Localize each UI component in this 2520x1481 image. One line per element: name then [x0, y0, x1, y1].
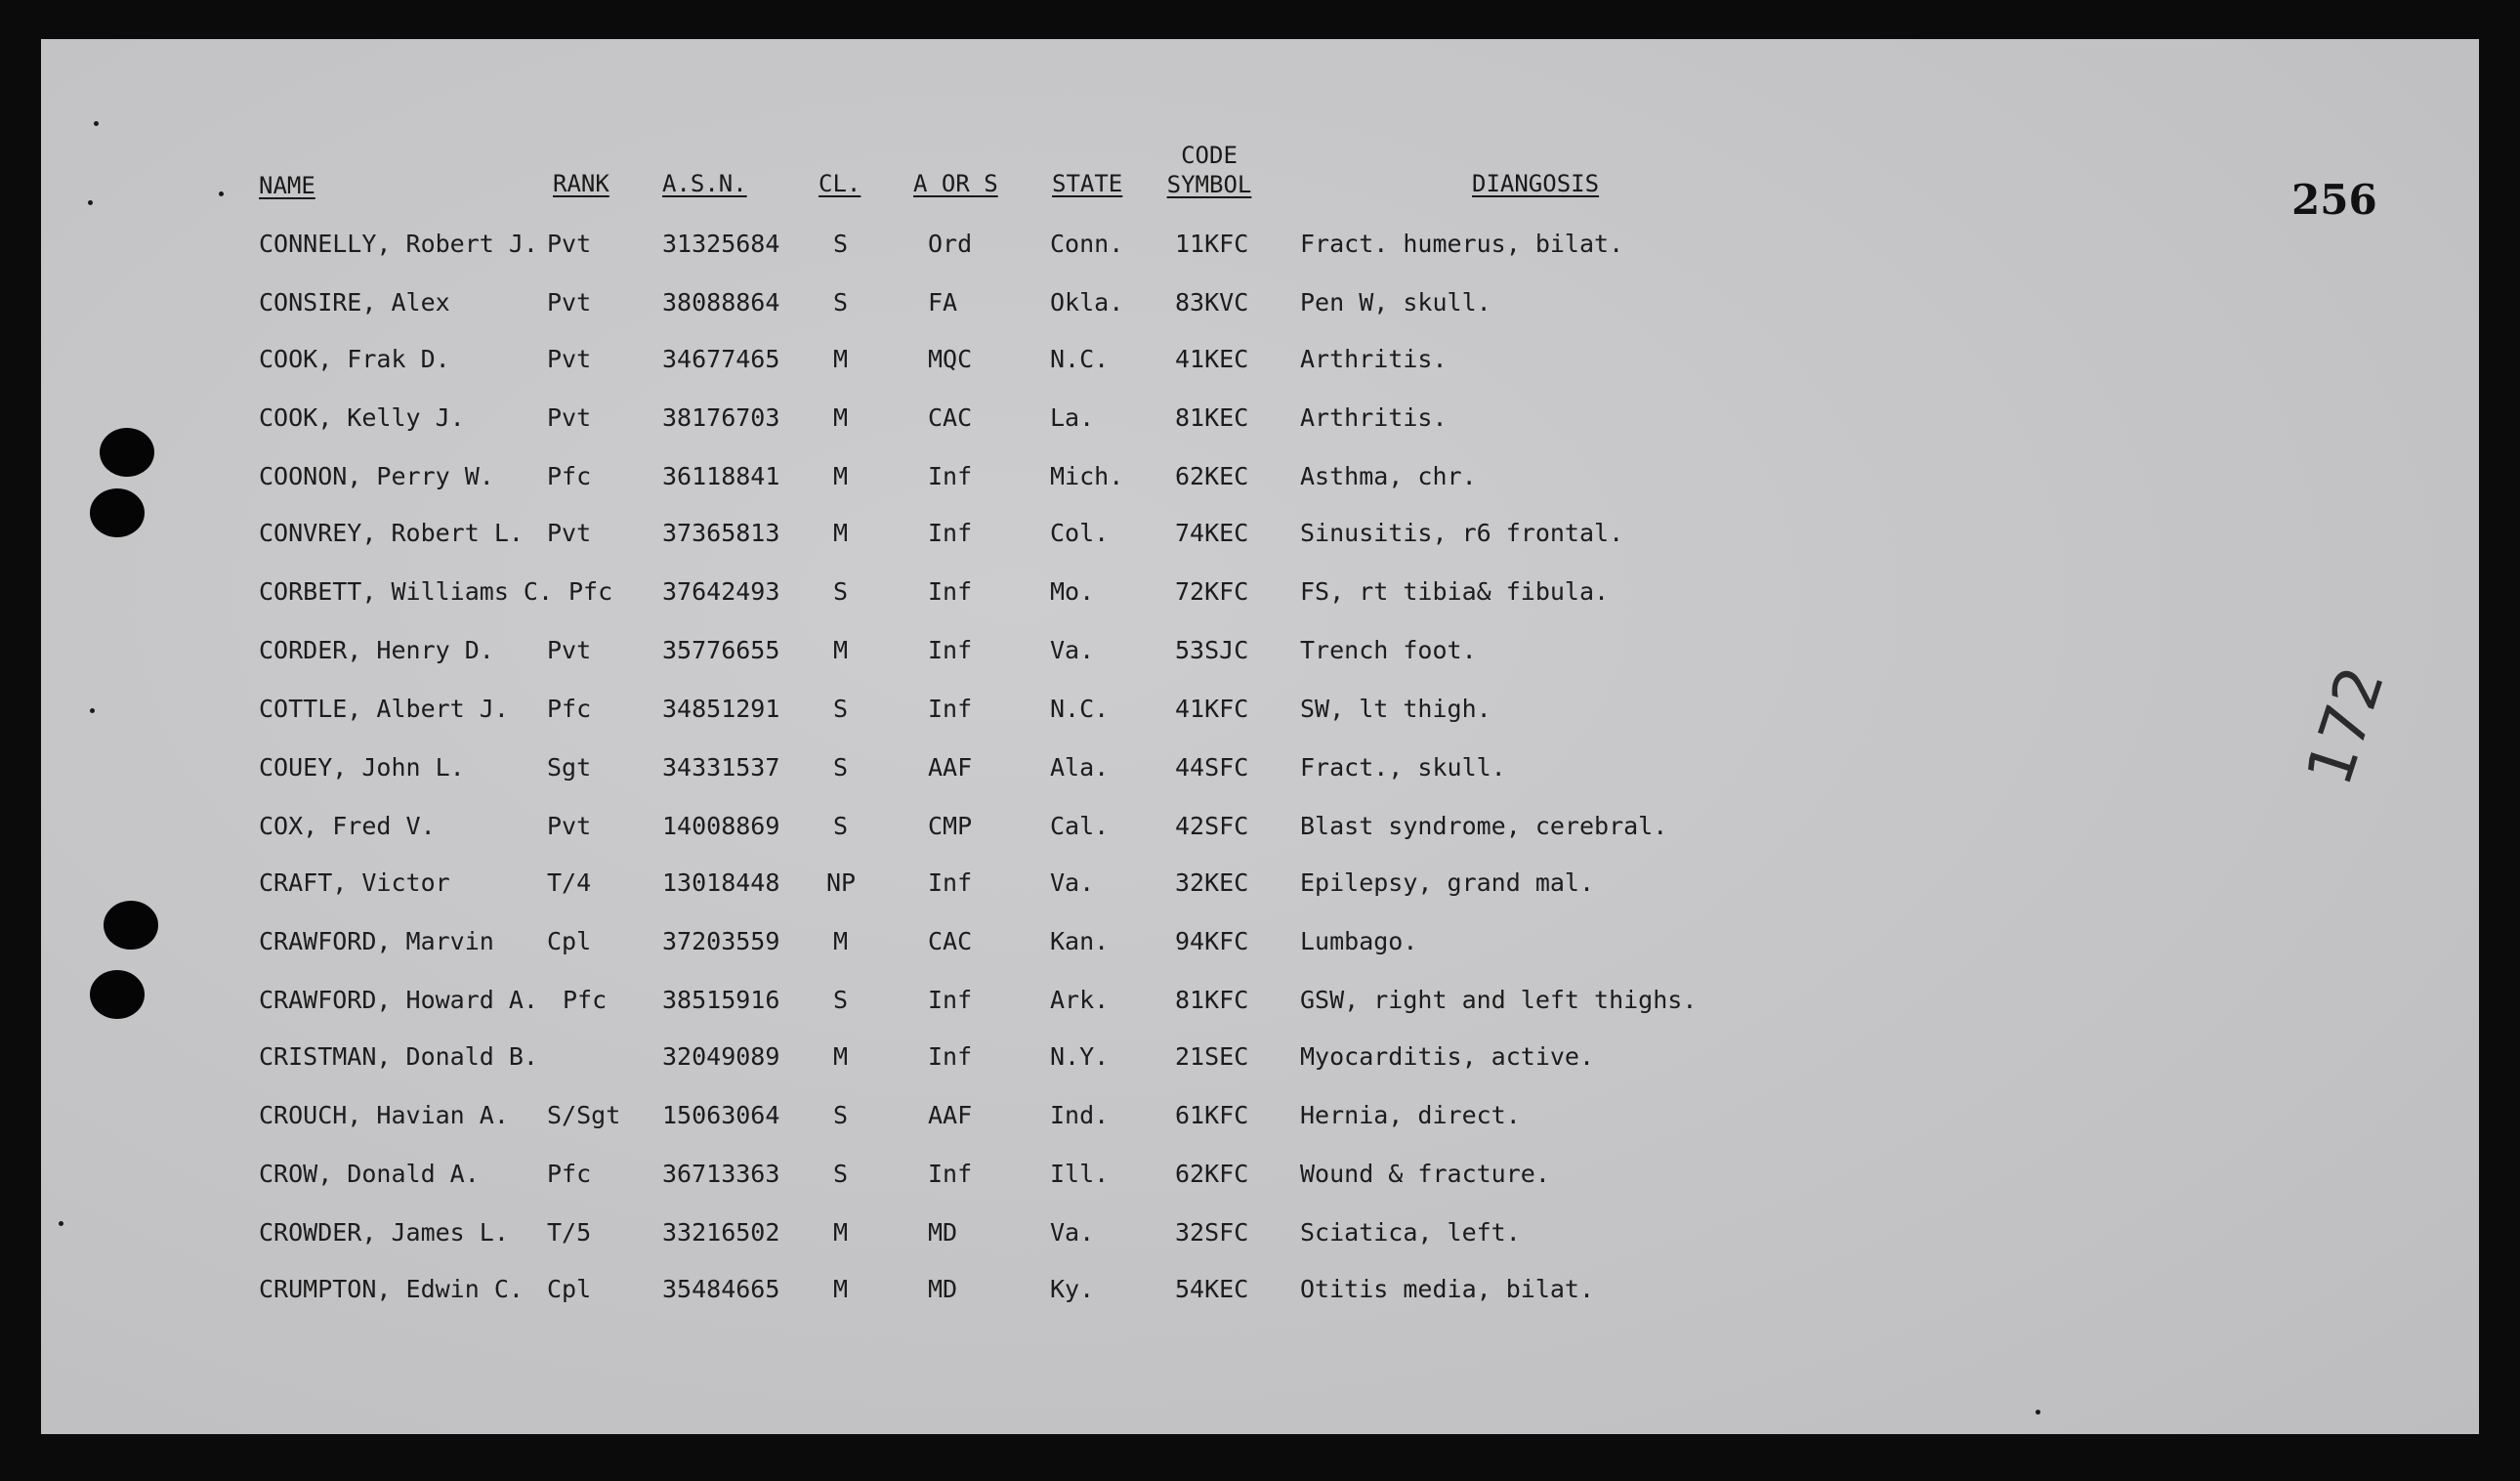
cell-rank: Pfc	[568, 577, 613, 606]
table-row	[0, 807, 1953, 846]
cell-code-symbol: 32KEC	[1175, 868, 1249, 897]
cell-cl: S	[833, 288, 849, 317]
cell-a-or-s: Inf	[928, 462, 973, 490]
cell-name: CONVREY, Robert L.	[259, 519, 524, 547]
cell-a-or-s: Inf	[928, 577, 973, 606]
cell-a-or-s: AAF	[928, 1101, 973, 1129]
cell-asn: 35776655	[662, 636, 780, 664]
cell-state: La.	[1050, 403, 1095, 432]
table-row	[0, 572, 1953, 612]
cell-cl: NP	[826, 868, 857, 897]
table-row	[0, 748, 1953, 787]
cell-rank: Pfc	[547, 695, 592, 723]
header-asn: A.S.N.	[662, 170, 747, 197]
cell-name: CRAWFORD, Howard A.	[259, 986, 538, 1014]
cell-asn: 14008869	[662, 812, 780, 840]
cell-diagnosis: SW, lt thigh.	[1300, 695, 1491, 723]
cell-diagnosis: FS, rt tibia& fibula.	[1300, 577, 1610, 606]
table-row	[0, 690, 1953, 729]
cell-state: N.C.	[1050, 695, 1110, 723]
cell-name: COOK, Kelly J.	[259, 403, 465, 432]
speck	[94, 121, 99, 126]
header-cl: CL.	[819, 170, 861, 197]
cell-cl: M	[833, 462, 849, 490]
cell-name: CRUMPTON, Edwin C.	[259, 1275, 524, 1303]
cell-code-symbol: 11KFC	[1175, 230, 1249, 258]
cell-name: COTTLE, Albert J.	[259, 695, 509, 723]
table-row	[0, 283, 1953, 322]
cell-rank: T/5	[547, 1218, 592, 1247]
cell-a-or-s: CAC	[928, 927, 973, 955]
table-row	[0, 399, 1953, 438]
cell-cl: M	[833, 345, 849, 373]
table-row	[0, 631, 1953, 670]
table-row	[0, 457, 1953, 496]
cell-name: CRAFT, Victor	[259, 868, 450, 897]
cell-state: Ky.	[1050, 1275, 1095, 1303]
cell-a-or-s: Inf	[928, 868, 973, 897]
table-row	[0, 1096, 1953, 1135]
cell-name: CORDER, Henry D.	[259, 636, 494, 664]
cell-cl: S	[833, 230, 849, 258]
cell-state: Va.	[1050, 868, 1095, 897]
table-row	[0, 1213, 1953, 1252]
cell-rank: Pvt	[547, 519, 592, 547]
cell-name: COONON, Perry W.	[259, 462, 494, 490]
cell-diagnosis: Myocarditis, active.	[1300, 1042, 1595, 1071]
cell-cl: M	[833, 403, 849, 432]
cell-rank: Cpl	[547, 927, 592, 955]
cell-cl: M	[833, 1218, 849, 1247]
cell-diagnosis: Pen W, skull.	[1300, 288, 1491, 317]
cell-state: N.Y.	[1050, 1042, 1110, 1071]
cell-rank: Pvt	[547, 230, 592, 258]
cell-a-or-s: Inf	[928, 1042, 973, 1071]
cell-cl: S	[833, 812, 849, 840]
cell-asn: 38176703	[662, 403, 780, 432]
header-state: STATE	[1052, 170, 1123, 197]
cell-state: Ark.	[1050, 986, 1110, 1014]
cell-a-or-s: AAF	[928, 753, 973, 782]
cell-code-symbol: 53SJC	[1175, 636, 1249, 664]
cell-cl: M	[833, 1042, 849, 1071]
cell-state: Cal.	[1050, 812, 1110, 840]
cell-state: Ill.	[1050, 1160, 1110, 1188]
cell-rank: Pvt	[547, 636, 592, 664]
cell-name: CRISTMAN, Donald B.	[259, 1042, 538, 1071]
cell-code-symbol: 32SFC	[1175, 1218, 1249, 1247]
cell-name: CROWDER, James L.	[259, 1218, 509, 1247]
cell-state: Ala.	[1050, 753, 1110, 782]
header-name: NAME	[259, 172, 315, 199]
cell-state: N.C.	[1050, 345, 1110, 373]
cell-cl: S	[833, 1160, 849, 1188]
table-row	[0, 1155, 1953, 1194]
cell-rank: Pvt	[547, 403, 592, 432]
cell-rank: T/4	[547, 868, 592, 897]
cell-diagnosis: Fract., skull.	[1300, 753, 1506, 782]
cell-code-symbol: 41KEC	[1175, 345, 1249, 373]
cell-a-or-s: Inf	[928, 695, 973, 723]
cell-cl: M	[833, 636, 849, 664]
cell-name: CRAWFORD, Marvin	[259, 927, 494, 955]
cell-diagnosis: Lumbago.	[1300, 927, 1418, 955]
cell-code-symbol: 61KFC	[1175, 1101, 1249, 1129]
cell-diagnosis: Sciatica, left.	[1300, 1218, 1521, 1247]
cell-state: Mich.	[1050, 462, 1124, 490]
cell-code-symbol: 94KFC	[1175, 927, 1249, 955]
cell-diagnosis: Otitis media, bilat.	[1300, 1275, 1595, 1303]
table-row	[0, 514, 1953, 553]
header-rank: RANK	[553, 170, 609, 197]
cell-name: CROW, Donald A.	[259, 1160, 480, 1188]
cell-cl: M	[833, 1275, 849, 1303]
cell-name: CROUCH, Havian A.	[259, 1101, 509, 1129]
cell-code-symbol: 21SEC	[1175, 1042, 1249, 1071]
cell-code-symbol: 42SFC	[1175, 812, 1249, 840]
cell-asn: 33216502	[662, 1218, 780, 1247]
cell-state: Col.	[1050, 519, 1110, 547]
cell-asn: 13018448	[662, 868, 780, 897]
cell-diagnosis: Asthma, chr.	[1300, 462, 1477, 490]
cell-asn: 38515916	[662, 986, 780, 1014]
cell-code-symbol: 83KVC	[1175, 288, 1249, 317]
cell-code-symbol: 74KEC	[1175, 519, 1249, 547]
cell-diagnosis: Fract. humerus, bilat.	[1300, 230, 1624, 258]
cell-a-or-s: Inf	[928, 636, 973, 664]
cell-cl: M	[833, 927, 849, 955]
cell-state: Kan.	[1050, 927, 1110, 955]
cell-diagnosis: Sinusitis, r6 frontal.	[1300, 519, 1624, 547]
cell-asn: 34677465	[662, 345, 780, 373]
cell-diagnosis: Arthritis.	[1300, 403, 1448, 432]
header-code-line2: SYMBOL	[1166, 171, 1252, 198]
cell-state: Okla.	[1050, 288, 1124, 317]
cell-asn: 37203559	[662, 927, 780, 955]
cell-asn: 38088864	[662, 288, 780, 317]
cell-rank: Pfc	[547, 1160, 592, 1188]
header-a-or-s: A OR S	[913, 170, 998, 197]
speck	[219, 191, 224, 196]
cell-rank: Pvt	[547, 812, 592, 840]
cell-asn: 34331537	[662, 753, 780, 782]
table-row	[0, 922, 1953, 961]
cell-asn: 36713363	[662, 1160, 780, 1188]
cell-a-or-s: Ord	[928, 230, 973, 258]
cell-rank: Pfc	[547, 462, 592, 490]
page-number: 256	[2291, 176, 2377, 224]
cell-state: Ind.	[1050, 1101, 1110, 1129]
cell-cl: S	[833, 753, 849, 782]
cell-asn: 37642493	[662, 577, 780, 606]
cell-diagnosis: Hernia, direct.	[1300, 1101, 1521, 1129]
cell-code-symbol: 62KFC	[1175, 1160, 1249, 1188]
cell-asn: 36118841	[662, 462, 780, 490]
header-code-symbol	[1160, 141, 1258, 199]
cell-a-or-s: MQC	[928, 345, 973, 373]
cell-asn: 32049089	[662, 1042, 780, 1071]
cell-code-symbol: 41KFC	[1175, 695, 1249, 723]
cell-code-symbol: 81KEC	[1175, 403, 1249, 432]
cell-state: Va.	[1050, 636, 1095, 664]
cell-cl: S	[833, 577, 849, 606]
cell-a-or-s: MD	[928, 1218, 958, 1247]
table-row	[0, 1270, 1953, 1309]
cell-a-or-s: Inf	[928, 986, 973, 1014]
cell-asn: 35484665	[662, 1275, 780, 1303]
cell-name: COOK, Frak D.	[259, 345, 450, 373]
cell-asn: 15063064	[662, 1101, 780, 1129]
cell-state: Va.	[1050, 1218, 1095, 1247]
cell-code-symbol: 72KFC	[1175, 577, 1249, 606]
cell-rank: Cpl	[547, 1275, 592, 1303]
cell-asn: 34851291	[662, 695, 780, 723]
cell-name: CONNELLY, Robert J.	[259, 230, 538, 258]
cell-state: Mo.	[1050, 577, 1095, 606]
cell-state: Conn.	[1050, 230, 1124, 258]
speck	[2036, 1410, 2040, 1415]
table-row	[0, 981, 1953, 1020]
cell-diagnosis: Arthritis.	[1300, 345, 1448, 373]
cell-a-or-s: Inf	[928, 519, 973, 547]
cell-diagnosis: Trench foot.	[1300, 636, 1477, 664]
cell-cl: M	[833, 519, 849, 547]
cell-name: CORBETT, Williams C.	[259, 577, 554, 606]
header-code-line1: CODE	[1181, 142, 1238, 169]
cell-code-symbol: 62KEC	[1175, 462, 1249, 490]
cell-rank: Pfc	[563, 986, 608, 1014]
cell-a-or-s: FA	[928, 288, 958, 317]
header-diagnosis: DIANGOSIS	[1472, 170, 1600, 197]
cell-cl: S	[833, 1101, 849, 1129]
cell-rank: Sgt	[547, 753, 592, 782]
cell-diagnosis: Wound & fracture.	[1300, 1160, 1550, 1188]
cell-rank: Pvt	[547, 288, 592, 317]
table-row	[0, 225, 1953, 264]
table-row	[0, 864, 1953, 903]
cell-cl: S	[833, 695, 849, 723]
cell-code-symbol: 44SFC	[1175, 753, 1249, 782]
cell-code-symbol: 81KFC	[1175, 986, 1249, 1014]
table-row	[0, 1037, 1953, 1077]
cell-name: COUEY, John L.	[259, 753, 465, 782]
handwritten-margin-note: 172	[2293, 657, 2400, 794]
table-row	[0, 340, 1953, 379]
cell-a-or-s: MD	[928, 1275, 958, 1303]
cell-diagnosis: Epilepsy, grand mal.	[1300, 868, 1595, 897]
cell-diagnosis: Blast syndrome, cerebral.	[1300, 812, 1668, 840]
cell-asn: 37365813	[662, 519, 780, 547]
cell-diagnosis: GSW, right and left thighs.	[1300, 986, 1698, 1014]
cell-asn: 31325684	[662, 230, 780, 258]
cell-rank: Pvt	[547, 345, 592, 373]
cell-a-or-s: CAC	[928, 403, 973, 432]
cell-name: CONSIRE, Alex	[259, 288, 450, 317]
cell-a-or-s: CMP	[928, 812, 973, 840]
cell-a-or-s: Inf	[928, 1160, 973, 1188]
cell-name: COX, Fred V.	[259, 812, 436, 840]
speck	[88, 200, 93, 205]
cell-rank: S/Sgt	[547, 1101, 621, 1129]
cell-cl: S	[833, 986, 849, 1014]
cell-code-symbol: 54KEC	[1175, 1275, 1249, 1303]
